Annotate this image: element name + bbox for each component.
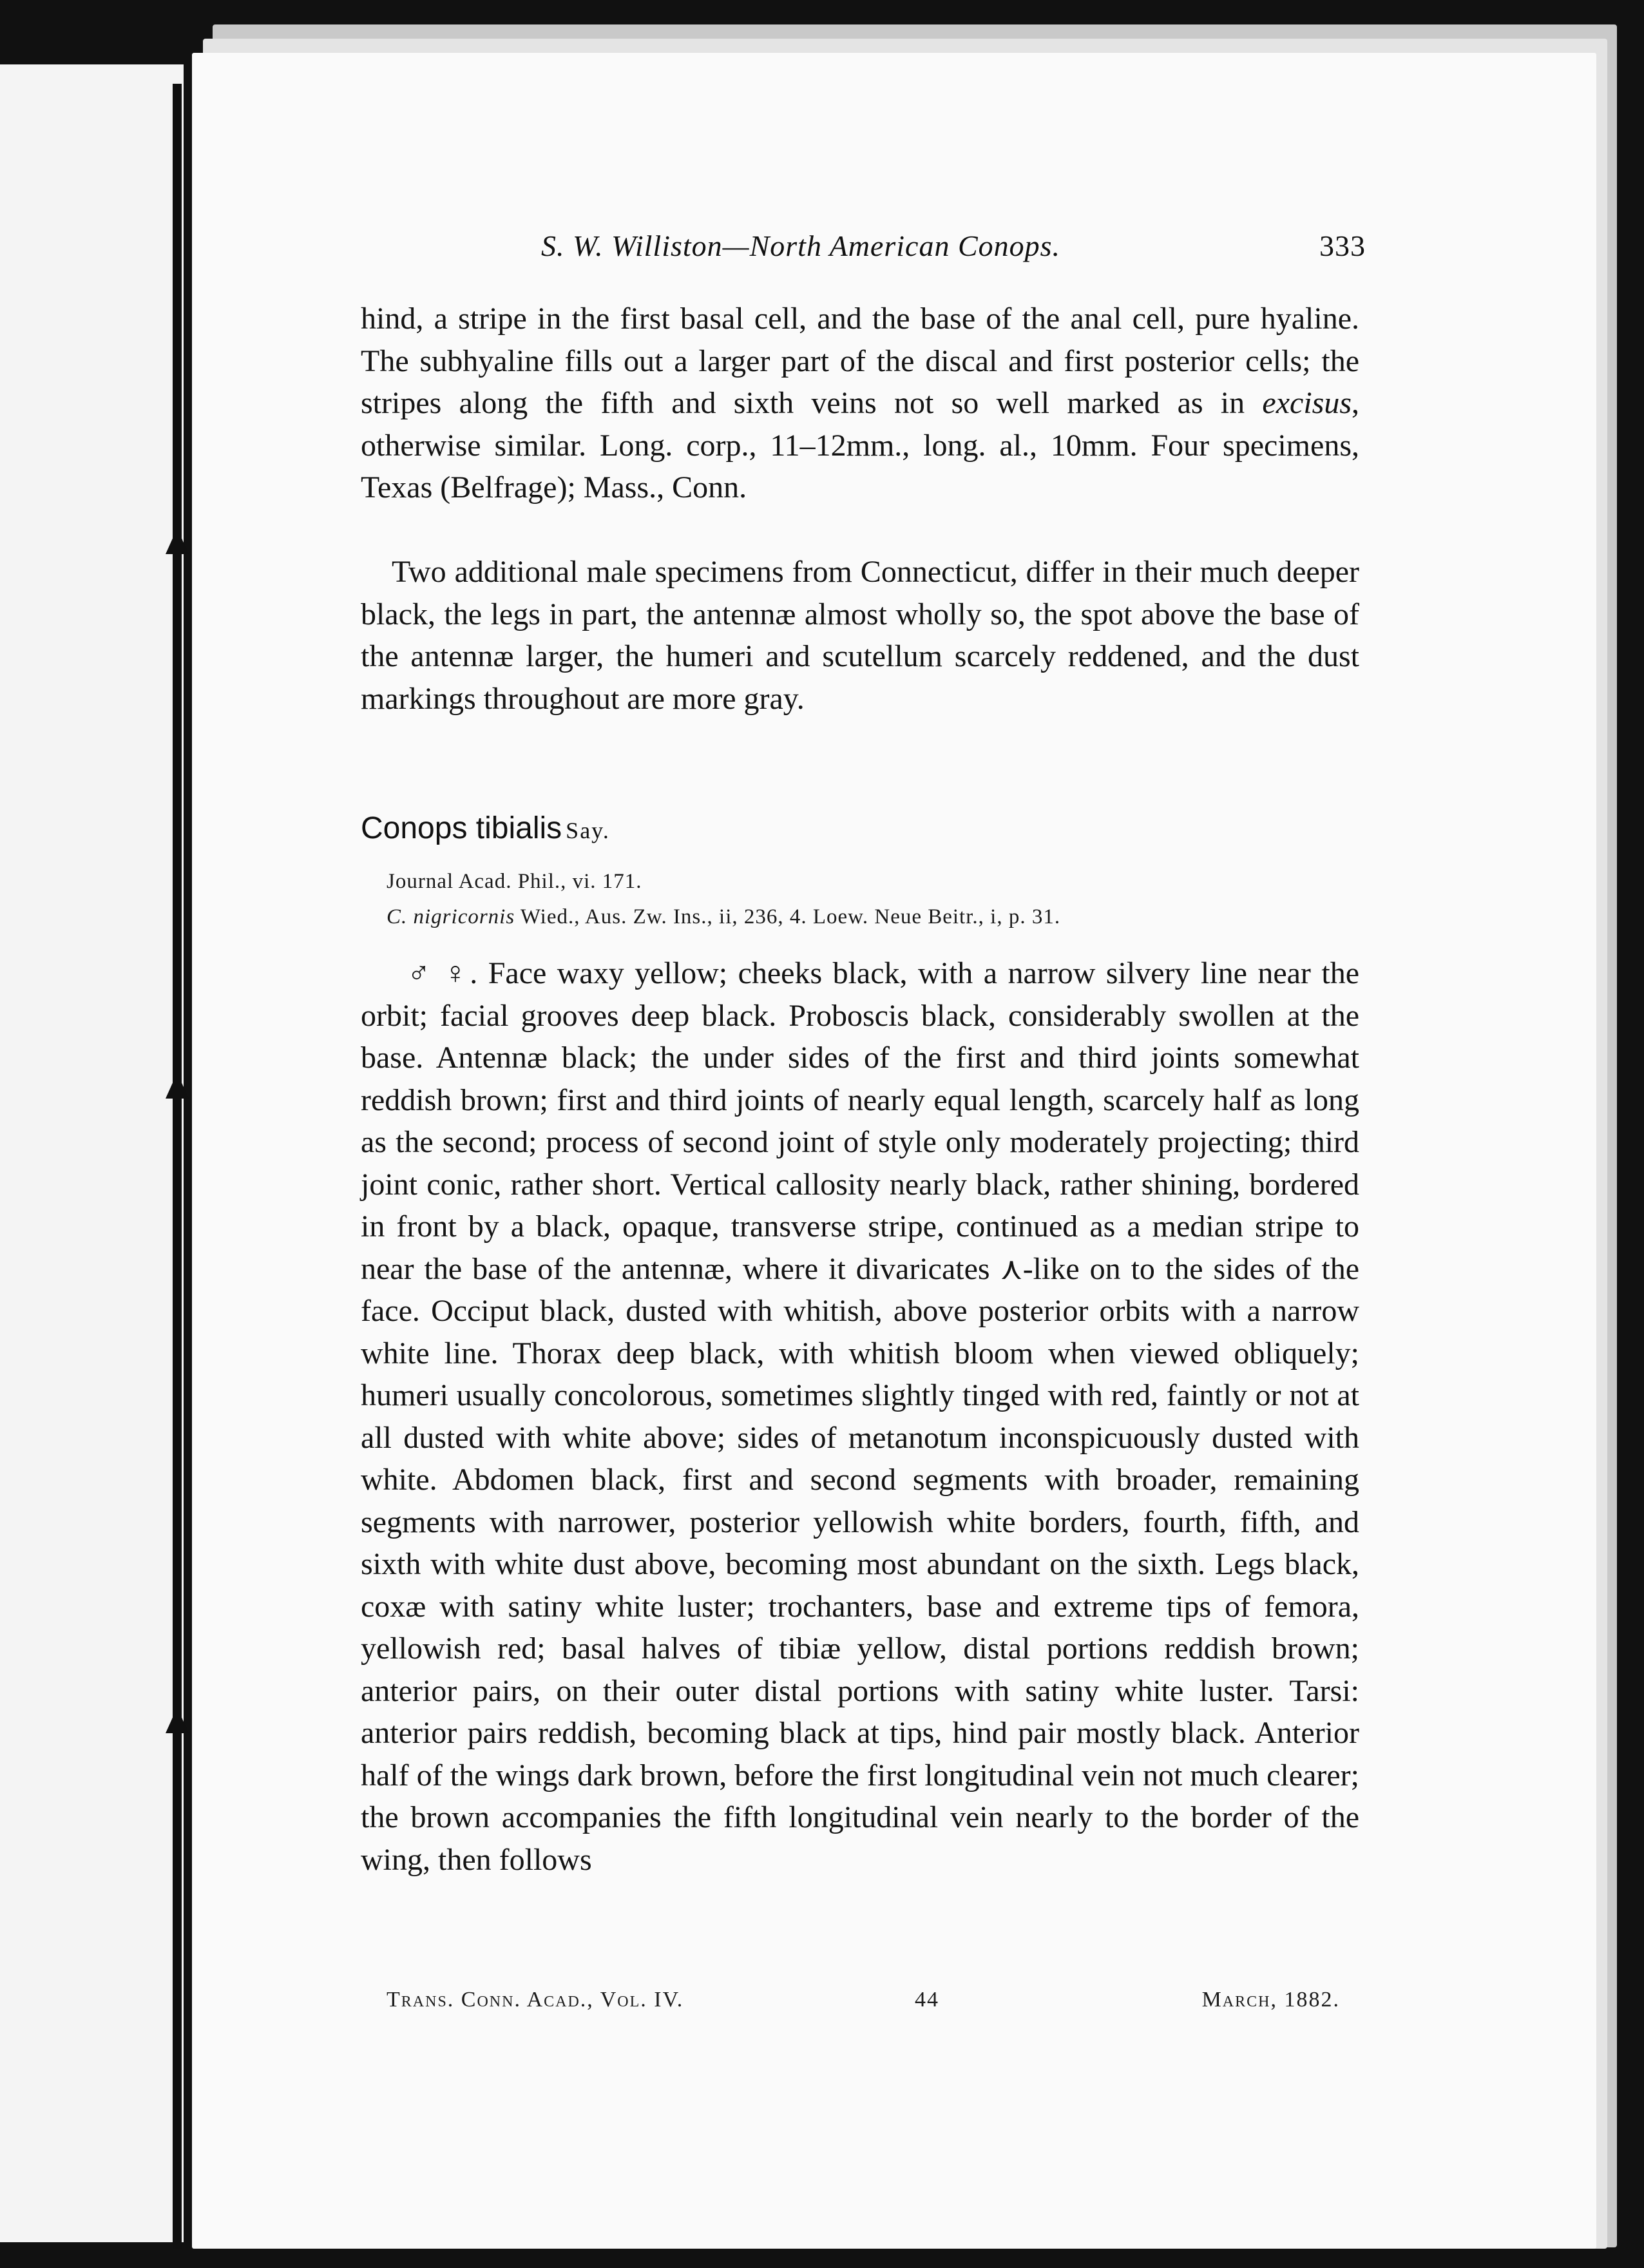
running-head	[541, 229, 1366, 263]
spine-mark	[166, 528, 189, 554]
reference-1: Journal Acad. Phil., vi. 171.	[387, 870, 642, 893]
species-name: Conops tibialis	[361, 811, 562, 845]
page-number: 333	[1319, 229, 1366, 262]
footer-journal: Trans. Conn. Acad., Vol. IV.	[387, 1988, 684, 2012]
species-author: Say.	[566, 818, 610, 843]
paragraph-1-italic: excisus	[1262, 386, 1352, 420]
paragraph-1	[361, 298, 1359, 509]
species-description: ♂ ♀. Face waxy yellow; cheeks black, with a narrow silvery line near the orbit; facial grooves deep black. Proboscis black, considerably swollen at the base. Antennæ black; the under sides of the first and third joints somewhat reddish brown; first and third joints of nearly equal length, scarcely half as long as the second; process of second joint of style only moderately projecting; third joint conic, rather short. Vertical callosity nearly black, rather shining, bordered in front by a black, opaque, transverse stripe, continued as a median stripe to near the base of the antennæ, where it divaricates ⋏-like on to the sides of the face. Occiput black, dusted with whitish, above posterior orbits with a narrow white line. Thorax deep black, with whitish bloom when viewed obliquely; humeri usually concolorous, sometimes slightly tinged with red, faintly or not at all dusted with white above; sides of metanotum inconspicuously dusted with white. Abdomen black, first and second segments with broader, remaining segments with narrower, posterior yellowish white borders, fourth, fifth, and sixth with white dust above, becoming most abundant on the sixth. Legs black, coxæ with satiny white luster; trochanters, base and extreme tips of femora, yellowish red; basal halves of tibiæ yellow, distal portions reddish brown; anterior pairs, on their outer distal portions with satiny white luster. Tarsi: anterior pairs reddish, becoming black at tips, hind pair mostly black. Anterior half of the wings dark brown, before the first longitudinal vein not much clearer; the brown accompanies the fifth longitudinal vein nearly to the border of the wing, then follows	[361, 956, 1359, 1877]
binding-spine	[173, 84, 182, 2249]
paragraph-1-end: , otherwise similar. Long. corp., 11–12mm., long. al., 10mm. Four specimens, Texas (Belfrage); Mass., Conn.	[361, 386, 1360, 505]
spine-mark	[166, 1073, 189, 1099]
footer-date: March, 1882.	[1201, 1988, 1340, 2012]
paragraph-2: Two additional male specimens from Connecticut, differ in their much deeper black, the legs in part, the antennæ almost wholly so, the spot above the base of the antennæ larger, the humeri and scutellum scarcely reddened, and the dust markings throughout are more gray.	[361, 555, 1359, 716]
running-head-title: S. W. Williston—North American Conops.	[541, 229, 1061, 262]
footer-signature: 44	[915, 1988, 939, 2012]
reference-2-rest: Wied., Aus. Zw. Ins., ii, 236, 4. Loew. Neue Beitr., i, p. 31.	[515, 905, 1061, 928]
facing-page-edge	[0, 64, 184, 2242]
spine-mark	[166, 1707, 189, 1733]
paragraph-1-text: hind, a stripe in the first basal cell, and the base of the anal cell, pure hyaline. The subhyaline fills out a larger part of the discal and first posterior cells; the stripes along the fifth and sixth veins not so well marked as in	[361, 302, 1359, 420]
species-heading	[361, 811, 610, 846]
reference-2-italic: C. nigricornis	[387, 905, 515, 928]
reference-2	[387, 905, 1353, 929]
